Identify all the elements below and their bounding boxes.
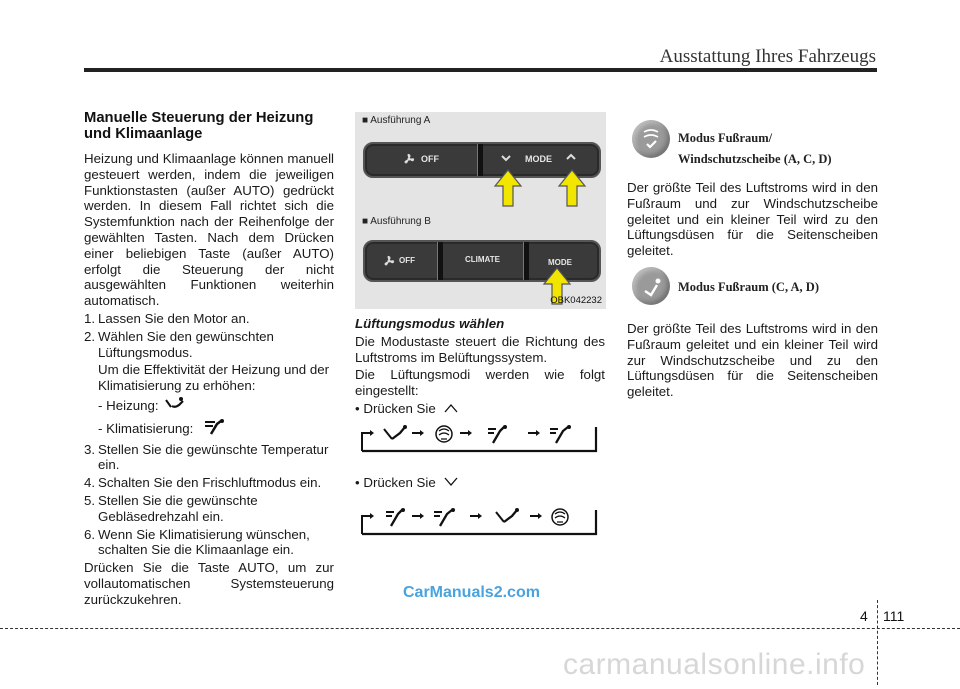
chevron-down-icon[interactable] (500, 150, 512, 168)
climate-button-b[interactable]: CLIMATE (465, 255, 500, 264)
floor-defrost-mode-icon (632, 120, 670, 158)
floor-mode-icon (163, 396, 187, 416)
steps-list-continued (84, 442, 334, 559)
steps-list (84, 311, 334, 360)
section-heading-ventilation: Lüftungsmodus wählen (355, 316, 505, 331)
page-number: 111 (883, 608, 905, 624)
press-down-row: • Drücken Sie (355, 475, 605, 491)
fan-icon (383, 254, 395, 272)
chevron-down-icon (444, 475, 458, 491)
arrow-up-icon (557, 168, 587, 213)
mode-button-a[interactable]: MODE (525, 154, 552, 164)
step-6: 6. Wenn Sie Klimatisierung wünschen, schalten Sie die Klimaanlage ein. (84, 526, 310, 558)
mode-title-floor: Modus Fußraum (C, A, D) (678, 280, 819, 294)
variant-b-label: ■ Ausführung B (362, 216, 431, 227)
mode-floor-text-wrap (627, 321, 878, 402)
mode-button-paragraph: Die Modustaste steuert die Richtung des Luftstroms im Belüftungssystem. (355, 333, 605, 365)
step-3: 3. Stellen Sie die gewünschte Temperatur ein. (84, 441, 329, 473)
floor-mode-icon (632, 267, 670, 305)
chevron-up-icon[interactable] (565, 149, 577, 167)
mode-title-floor-defrost-line2: Windschutzscheibe (A, C, D) (678, 152, 832, 166)
column-manual-control (84, 110, 334, 610)
step-5: 5. Stellen Sie die gewünschte Gebläsedrehzahl ein. (84, 492, 258, 524)
column-ventilation-mode (355, 316, 605, 419)
step-2: 2. Wählen Sie den gewünschten Lüftungsmodus. (84, 328, 274, 360)
mode-title-floor-defrost-line1: Modus Fußraum/ (678, 131, 773, 145)
footer-vertical-rule (877, 600, 878, 685)
chapter-number: 4 (860, 608, 868, 624)
control-panel-figure (355, 112, 606, 309)
off-button-b[interactable]: OFF (399, 256, 415, 265)
mode-sequence-up (360, 423, 598, 451)
chevron-up-icon (444, 401, 458, 417)
variant-a-label: ■ Ausführung A (362, 115, 431, 126)
step-1: 1. Lassen Sie den Motor an. (84, 310, 250, 326)
intro-paragraph: Heizung und Klimaanlage können manuell gesteuert werden, indem die jeweiligen Funktionstasten (außer AUTO) gedrückt werden. In diesem Fall richtet sich die Systemfunktion nach der Reihenfolge der gewählten Tasten. Nach dem Drücken einer beliebigen Taste (außer AUTO) erfolgt die Steuerung der nicht ausgewählten Funktionen weiterhin automatisch. (84, 151, 334, 309)
press-up-row: • Drücken Sie (355, 401, 605, 417)
cooling-hint: - Klimatisierung: (84, 418, 334, 440)
figure-reference-code: OBK042232 (550, 295, 602, 306)
mode-floor-defrost-text: Der größte Teil des Luftstroms wird in den Fußraum und zur Windschutzscheibe geleitet und ein kleiner Teil wird zu den Lüftungsdüsen für die Seitenscheiben geleitet. (627, 180, 878, 259)
outro-paragraph: Drücken Sie die Taste AUTO, um zur vollautomatischen Systemsteuerung zurückzukehren. (84, 560, 334, 607)
arrow-up-icon (493, 168, 523, 213)
modes-intro-paragraph: Die Lüftungsmodi werden wie folgt eingestellt: (355, 367, 605, 399)
mode-button-b[interactable]: MODE (548, 258, 572, 267)
face-mode-icon (197, 418, 227, 440)
off-button-a[interactable]: OFF (421, 154, 439, 164)
divider (437, 242, 443, 280)
column-modes (627, 180, 878, 261)
heating-hint: - Heizung: (84, 396, 334, 416)
divider (477, 144, 483, 176)
mode-sequence-down (360, 506, 598, 534)
section-heading-manual-control: Manuelle Steuerung der Heizung und Klimaanlage (84, 110, 314, 142)
divider (523, 242, 529, 280)
page-header-title: Ausstattung Ihres Fahrzeugs (659, 46, 876, 67)
mode-floor-text: Der größte Teil des Luftstroms wird in den Fußraum geleitet und ein kleiner Teil wird zur Windschutzscheibe und zu den Lüftungsdüsen für die Seitenscheiben geleitet. (627, 321, 878, 400)
step-4: 4. Schalten Sie den Frischluftmodus ein. (84, 475, 322, 491)
press-down-row-wrap (355, 475, 605, 491)
step-2-note: Um die Effektivität der Heizung und der Klimatisierung zu erhöhen: (98, 362, 330, 394)
watermark-bottom: carmanualsonline.info (563, 648, 866, 681)
footer-rule (0, 628, 960, 629)
fan-icon (403, 152, 415, 170)
watermark-link[interactable]: CarManuals2.com (403, 584, 540, 601)
header-rule (84, 68, 877, 72)
